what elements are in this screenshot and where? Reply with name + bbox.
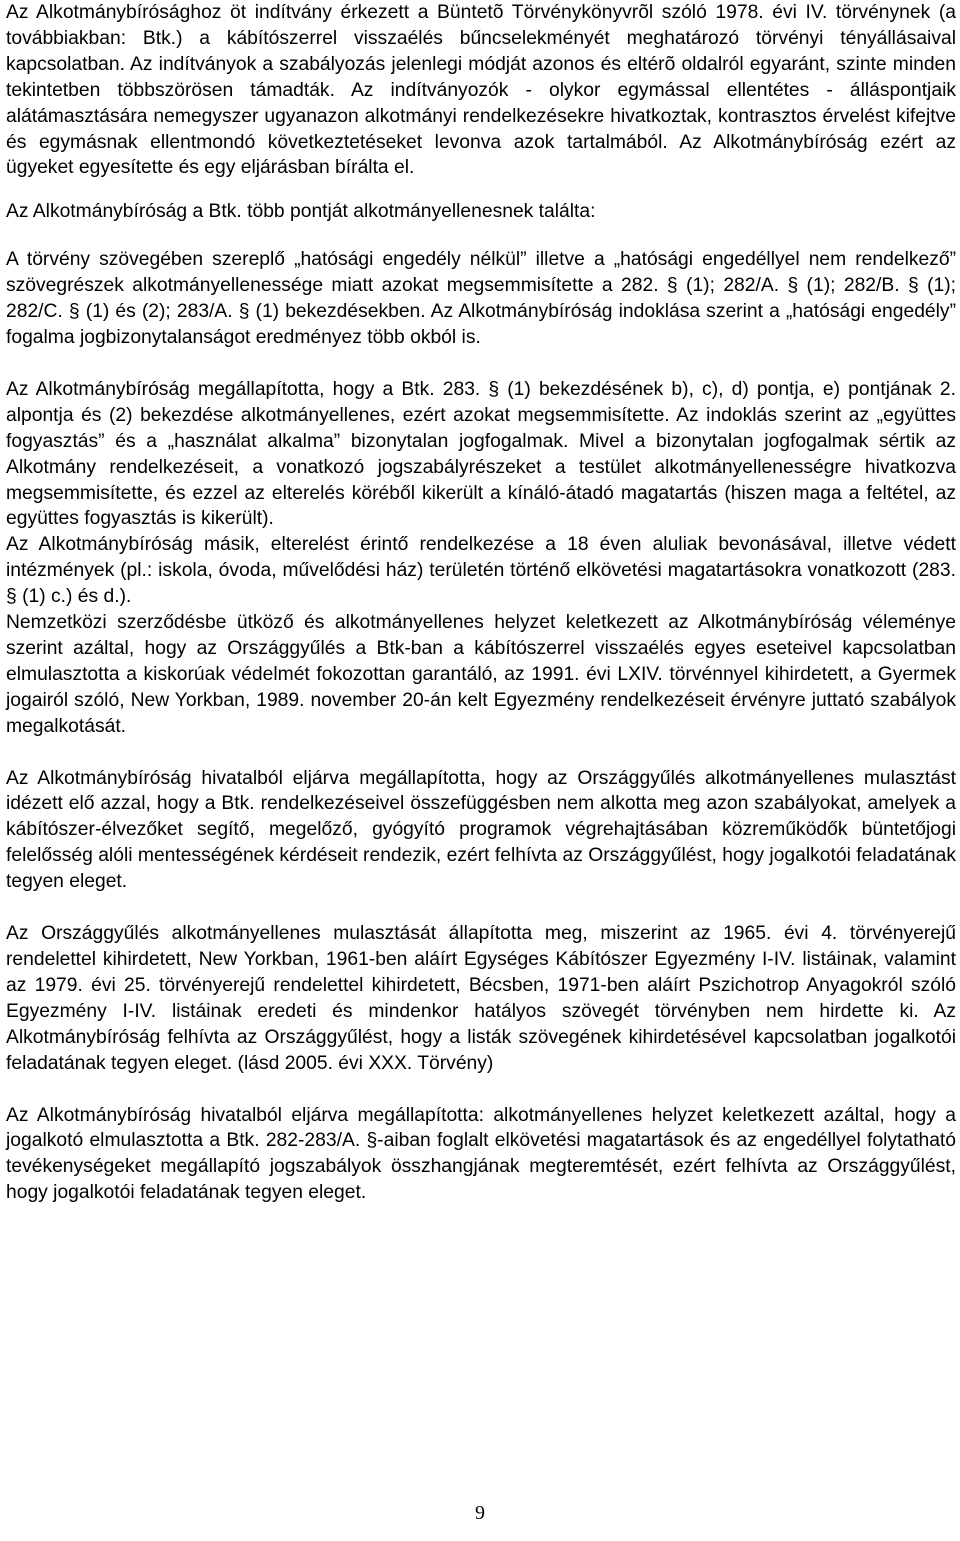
document-page bbox=[6, 0, 956, 1206]
paragraph-omission-harmony: Az Alkotmánybíróság hivatalból eljárva megállapította: alkotmányellenes helyzet keletkezett azáltal, hogy a jogalkotó elmulasztotta a Btk. 282-283/A. §-aiban foglalt elkövetési magatartások és az engedéllyel folytatható tevékenységeket megállapító jogszabályok összhangjának megteremtését, ezért felhívta az Országgyűlést, hogy jogalkotói feladatának tegyen eleget. bbox=[6, 1104, 956, 1204]
page-number: 9 bbox=[475, 1502, 485, 1524]
paragraph-omission-lists: Az Országgyűlés alkotmányellenes mulasztását állapította meg, miszerint az 1965. évi 4. törvényerejű rendelettel kihirdetett, New Yorkban, 1961-ben aláírt Egységes Kábítószer Egyezmény I-IV. listáinak, valamint az 1979. évi 25. törvényerejű rendelettel kihirdetett, Bécsben, 1971-ben aláírt Pszichotrop Anyagokról szóló Egyezmény I-IV. listáinak eredeti és mindenkor hatályos szövegét törvényben nem hirdette ki. Az Alkotmánybíróság felhívta az Országgyűlést, hogy a listák szövegének kihirdetésével kapcsolatban jogalkotói feladatának tegyen eleget. (lásd 2005. évi XXX. Törvény) bbox=[6, 923, 956, 1074]
paragraph-intro: Az Alkotmánybírósághoz öt indítvány érkezett a Büntetõ Törvénykönyvrõl szóló 1978. évi IV. törvénynek (a továbbiakban: Btk.) a kábítószerrel visszaélés bűncselekményét meghatározó törvényi tényállásaival kapcsolatban. Az indítványok a szabályozás jelenlegi módját azonos és eltérõ oldalról egyaránt, szinte minden tekintetben többszörösen támadták. Az indítványozók - olykor egymással ellentétes - álláspontjaik alátámasztására nemegyszer ugyanazon alkotmányi rendelkezésekre hivatkoztak, kontrasztos érvelést kifejtve és egymásnak ellentmondó következtetéseket levonva azok tartalmából. Az Alkotmánybíróság ezért az ügyeket egyesítette és egy eljárásban bírálta el. bbox=[6, 2, 956, 179]
paragraph-omission-programs: Az Alkotmánybíróság hivatalból eljárva megállapította, hogy az Országgyűlés alkotmányellenes mulasztást idézett elő azzal, hogy a Btk. rendelkezéseivel összefüggésben nem alkotta meg azon szabályokat, amelyek a kábítószer-élvezőket segítő, megelőző, gyógyító programok végrehajtásában közreműködők büntetőjogi felelősség alóli mentességének kérdéseit rendezik, ezért felhívta az Országgyűlést, hogy jogalkotói feladatának tegyen eleget. bbox=[6, 767, 956, 893]
paragraph-elterelés-minors: Az Alkotmánybíróság másik, elterelést érintő rendelkezése a 18 éven aluliak bevonásával, illetve védett intézmények (pl.: iskola, óvoda, művelődési ház) területén történő elkövetési magatartásokra vonatkozott (283. § (1) c.) és d.). bbox=[6, 534, 956, 608]
paragraph-btk-283: Az Alkotmánybíróság megállapította, hogy a Btk. 283. § (1) bekezdésének b), c), d) pontja, e) pontjának 2. alpontja és (2) bekezdése alkotmányellenes, ezért azokat megsemmisítette. Az indoklás szerint az „együttes fogyasztás” és a „használat alkalma” bizonytalan jogfogalmak. Mivel a bizonytalan jogfogalmak sértik az Alkotmány rendelkezéseit, a vonatkozó jogszabályrészeket a testület alkotmányellenességre hivatkozva megsemmisítette, és ezzel az elterelés köréből kikerült a kínáló-átadó magatartás (hiszen maga a feltétel, az együttes fogyasztás is kikerült). bbox=[6, 378, 956, 530]
paragraph-findings-intro: Az Alkotmánybíróság a Btk. több pontját alkotmányellenesnek találta: bbox=[6, 201, 596, 223]
paragraph-international-treaty: Nemzetközi szerződésbe ütköző és alkotmányellenes helyzet keletkezett az Alkotmánybíróság véleménye szerint azáltal, hogy az Országgyűlés a Btk-ban a kábítószerrel visszaélés egyes eseteivel kapcsolatban elmulasztotta a kiskorúak védelmét fokozottan garantáló, az 1991. évi LXIV. törvénnyel kihirdetett, a Gyermek jogairól szóló, New Yorkban, 1989. november 20-án kelt Egyezmény rendelkezéseit érvényre juttató szabályok megalkotását. bbox=[6, 612, 956, 737]
paragraph-hatosagi-engedely: A törvény szövegében szereplő „hatósági engedély nélkül” illetve a „hatósági engedéllyel nem rendelkező” szövegrészek alkotmányellenessége miatt azokat megsemmisítette a 282. § (1); 282/A. § (1); 282/B. § (1); 282/C. § (1) és (2); 283/A. § (1) bekezdésekben. Az Alkotmánybíróság indoklása szerint a „hatósági engedély” fogalma jogbizonytalanságot eredményez több okból is. bbox=[6, 249, 956, 348]
